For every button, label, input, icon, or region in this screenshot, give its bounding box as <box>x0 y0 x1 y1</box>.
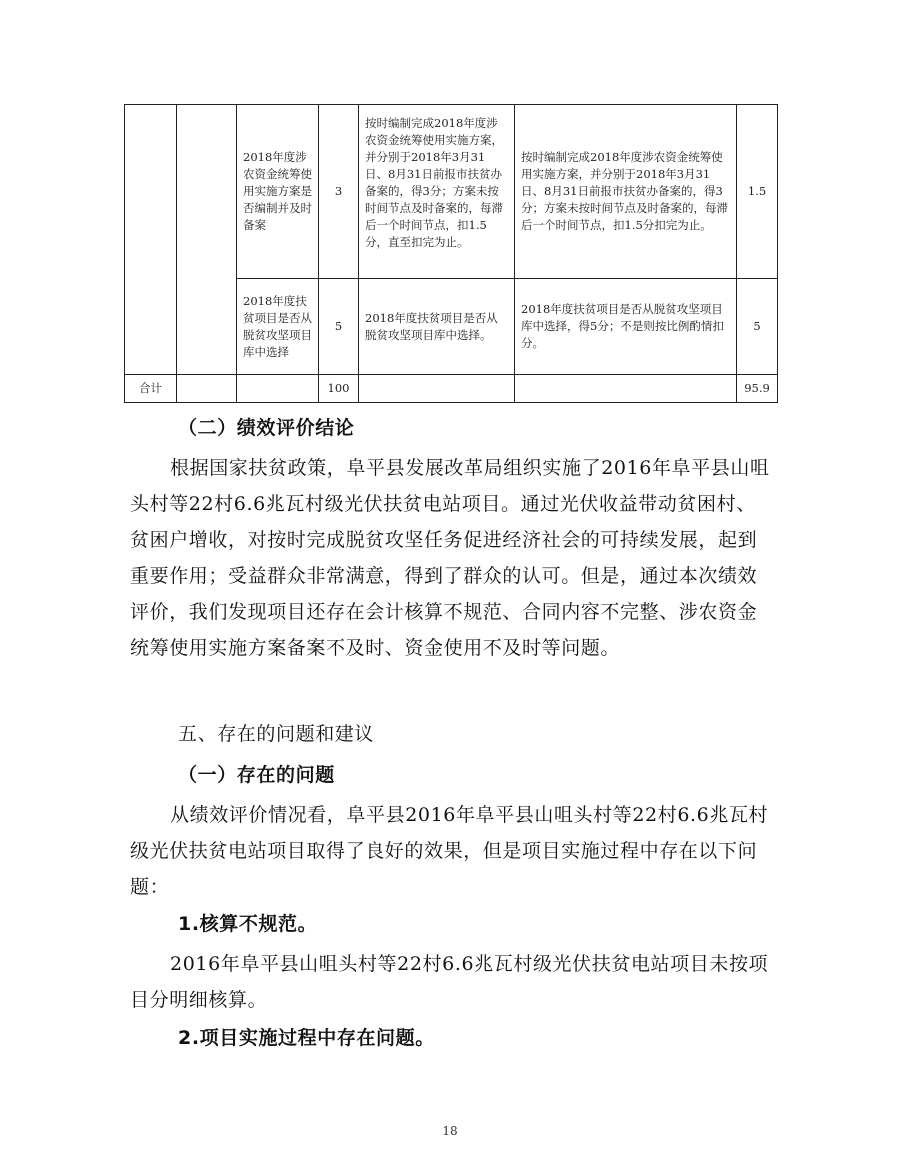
standard-cell: 2018年度扶贫项目是否从脱贫攻坚项目库中选择。 <box>359 279 515 375</box>
total-label-cell: 合计 <box>125 375 177 403</box>
evaluation-score-table <box>124 104 778 403</box>
page-number: 18 <box>442 1124 458 1138</box>
heading-performance-conclusion: （二）绩效评价结论 <box>178 417 355 439</box>
paragraph-accounting: 2016年阜平县山咀头村等22村6.6兆瓦村级光伏扶贫电站项目未按项目分明细核算。 <box>130 953 769 1011</box>
item-heading-implementation: 2.项目实施过程中存在问题。 <box>178 1027 435 1049</box>
heading-existing-problems: （一）存在的问题 <box>178 764 335 786</box>
section-heading-problems-suggestions: 五、存在的问题和建议 <box>178 723 375 745</box>
indicator-cell: 2018年度扶贫项目是否从脱贫攻坚项目库中选择 <box>237 279 319 375</box>
score-cell: 5 <box>737 279 778 375</box>
points-cell: 3 <box>319 105 359 279</box>
finding-cell: 按时编制完成2018年度涉农资金统筹使用实施方案，并分别于2018年3月31日、8月31日前报市扶贫办备案的，得3分；方案未按时间节点及时备案的，每滞后一个时间节点，扣1.5分扣完为止。 <box>515 105 737 279</box>
table-cell-blank <box>237 375 319 403</box>
score-cell: 1.5 <box>737 105 778 279</box>
table-row <box>125 105 778 279</box>
paragraph-conclusion: 根据国家扶贫政策，阜平县发展改革局组织实施了2016年阜平县山咀头村等22村6.6兆瓦村级光伏扶贫电站项目。通过光伏收益带动贫困村、贫困户增收，对按时完成脱贫攻坚任务促进经济社会的可持续发展，起到重要作用；受益群众非常满意，得到了群众的认可。但是，通过本次绩效评价，我们发现项目还存在会计核算不规范、合同内容不完整、涉农资金统筹使用实施方案备案不及时、资金使用不及时等问题。 <box>130 457 770 659</box>
total-score-cell: 95.9 <box>737 375 778 403</box>
table-cell-blank <box>177 105 237 375</box>
points-cell: 5 <box>319 279 359 375</box>
total-points-cell: 100 <box>319 375 359 403</box>
table-cell-blank <box>515 375 737 403</box>
standard-cell: 按时编制完成2018年度涉农资金统筹使用实施方案，并分别于2018年3月31日、8月31日前报市扶贫办备案的，得3分；方案未按时间节点及时备案的，每滞后一个时间节点，扣1.5分，直至扣完为止。 <box>359 105 515 279</box>
finding-cell: 2018年度扶贫项目是否从脱贫攻坚项目库中选择，得5分；不是则按比例酌情扣分。 <box>515 279 737 375</box>
table-cell-blank <box>177 375 237 403</box>
paragraph-problems: 从绩效评价情况看，阜平县2016年阜平县山咀头村等22村6.6兆瓦村级光伏扶贫电站项目取得了良好的效果，但是项目实施过程中存在以下问题： <box>130 804 769 898</box>
table-total-row <box>125 375 778 403</box>
table-cell-blank <box>125 105 177 375</box>
item-heading-accounting: 1.核算不规范。 <box>178 913 318 935</box>
indicator-cell: 2018年度涉农资金统筹使用实施方案是否编制并及时备案 <box>237 105 319 279</box>
table-cell-blank <box>359 375 515 403</box>
